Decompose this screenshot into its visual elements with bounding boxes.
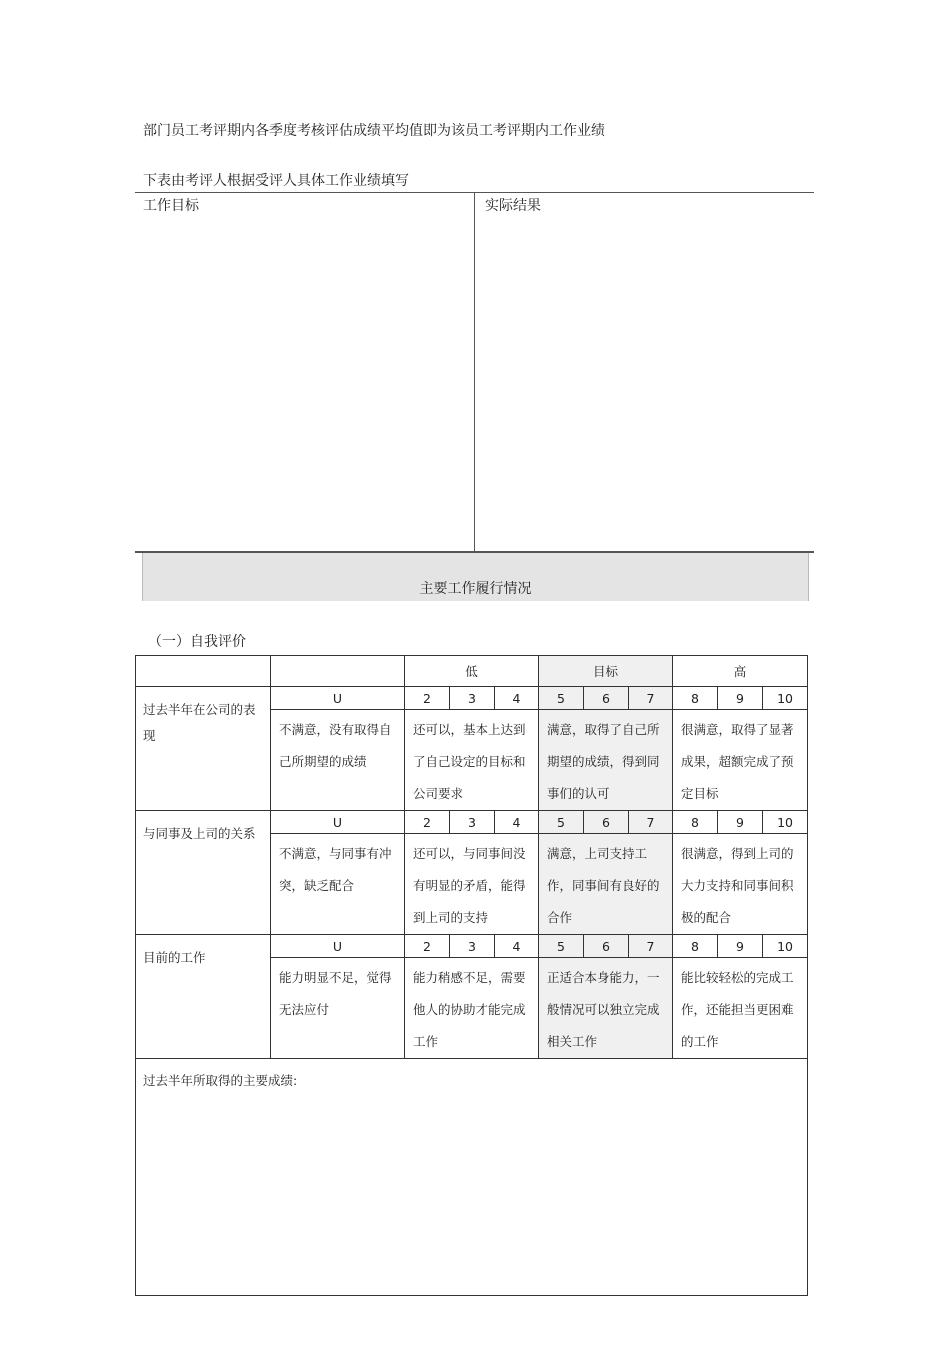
criterion-cell: [136, 935, 271, 1059]
score-cell[interactable]: 3: [450, 811, 495, 834]
score-cell[interactable]: 7: [629, 935, 673, 958]
level-target: 目标: [539, 656, 673, 687]
score-cell[interactable]: 3: [450, 935, 495, 958]
criterion-cell: [136, 687, 271, 811]
score-cell[interactable]: 8: [673, 811, 718, 834]
description-cell: 能力明显不足，觉得无法应付: [271, 958, 405, 1059]
level-high: 高: [673, 656, 808, 687]
score-cell[interactable]: 2: [405, 687, 450, 710]
description-cell: 满意，取得了自己所期望的成绩，得到同事们的认可: [539, 710, 673, 811]
intro-line-1: 部门员工考评期内各季度考核评估成绩平均值即为该员工考评期内工作业绩: [143, 123, 605, 139]
score-cell[interactable]: 10: [763, 687, 808, 710]
score-cell[interactable]: 7: [629, 811, 673, 834]
description-cell: 不满意，与同事有冲突，缺乏配合: [271, 834, 405, 935]
score-cell[interactable]: 4: [495, 935, 539, 958]
score-cell[interactable]: 8: [673, 687, 718, 710]
section-title: （一）自我评价: [148, 634, 246, 650]
section-banner: [142, 553, 809, 601]
score-cell[interactable]: 5: [539, 811, 584, 834]
score-cell[interactable]: U: [271, 935, 405, 958]
criterion-label: 目前的工作: [143, 950, 206, 965]
score-cell[interactable]: U: [271, 687, 405, 710]
score-cell[interactable]: 8: [673, 935, 718, 958]
level-header-row: [136, 656, 808, 687]
achievements-label: 过去半年所取得的主要成绩:: [143, 1073, 298, 1088]
achievements-row: [136, 1059, 808, 1296]
criterion-label: 过去半年在公司的表现: [143, 702, 256, 743]
description-cell: 不满意，没有取得自己所期望的成绩: [271, 710, 405, 811]
corner-cell: [136, 656, 271, 687]
score-cell[interactable]: 4: [495, 811, 539, 834]
description-cell: 很满意，得到上司的大力支持和同事间积极的配合: [673, 834, 808, 935]
self-evaluation-table: [135, 655, 808, 1296]
score-cell[interactable]: 9: [718, 687, 763, 710]
score-cell[interactable]: 5: [539, 687, 584, 710]
score-cell[interactable]: 7: [629, 687, 673, 710]
intro-line-2: 下表由考评人根据受评人具体工作业绩填写: [143, 173, 409, 189]
achievements-cell[interactable]: [136, 1059, 808, 1296]
section-banner-title: 主要工作履行情况: [419, 581, 532, 597]
score-cell[interactable]: 5: [539, 935, 584, 958]
score-cell[interactable]: 10: [763, 811, 808, 834]
score-cell[interactable]: 3: [450, 687, 495, 710]
criterion-label: 与同事及上司的关系: [143, 826, 256, 841]
score-cell[interactable]: 6: [584, 811, 629, 834]
score-cell[interactable]: 6: [584, 687, 629, 710]
goals-column-header: 工作目标: [143, 198, 199, 214]
blank-level-cell: [271, 656, 405, 687]
score-cell[interactable]: 6: [584, 935, 629, 958]
score-cell[interactable]: 4: [495, 687, 539, 710]
score-row: [136, 811, 808, 834]
score-cell[interactable]: U: [271, 811, 405, 834]
score-cell[interactable]: 9: [718, 935, 763, 958]
criterion-cell: [136, 811, 271, 935]
score-cell[interactable]: 2: [405, 935, 450, 958]
results-column-header: 实际结果: [485, 198, 541, 214]
score-cell[interactable]: 2: [405, 811, 450, 834]
level-low: 低: [405, 656, 539, 687]
score-cell[interactable]: 9: [718, 811, 763, 834]
description-cell: 能比较轻松的完成工作，还能担当更困难的工作: [673, 958, 808, 1059]
description-cell: 能力稍感不足，需要他人的协助才能完成工作: [405, 958, 539, 1059]
score-row: [136, 935, 808, 958]
description-cell: 满意，上司支持工作，同事间有良好的合作: [539, 834, 673, 935]
description-cell: 很满意，取得了显著成果，超额完成了预定目标: [673, 710, 808, 811]
description-cell: 正适合本身能力，一般情况可以独立完成相关工作: [539, 958, 673, 1059]
score-cell[interactable]: 10: [763, 935, 808, 958]
description-cell: 还可以，基本上达到了自己设定的目标和公司要求: [405, 710, 539, 811]
description-cell: 还可以，与同事间没有明显的矛盾，能得到上司的支持: [405, 834, 539, 935]
goals-table-divider: [474, 192, 475, 552]
score-row: [136, 687, 808, 710]
